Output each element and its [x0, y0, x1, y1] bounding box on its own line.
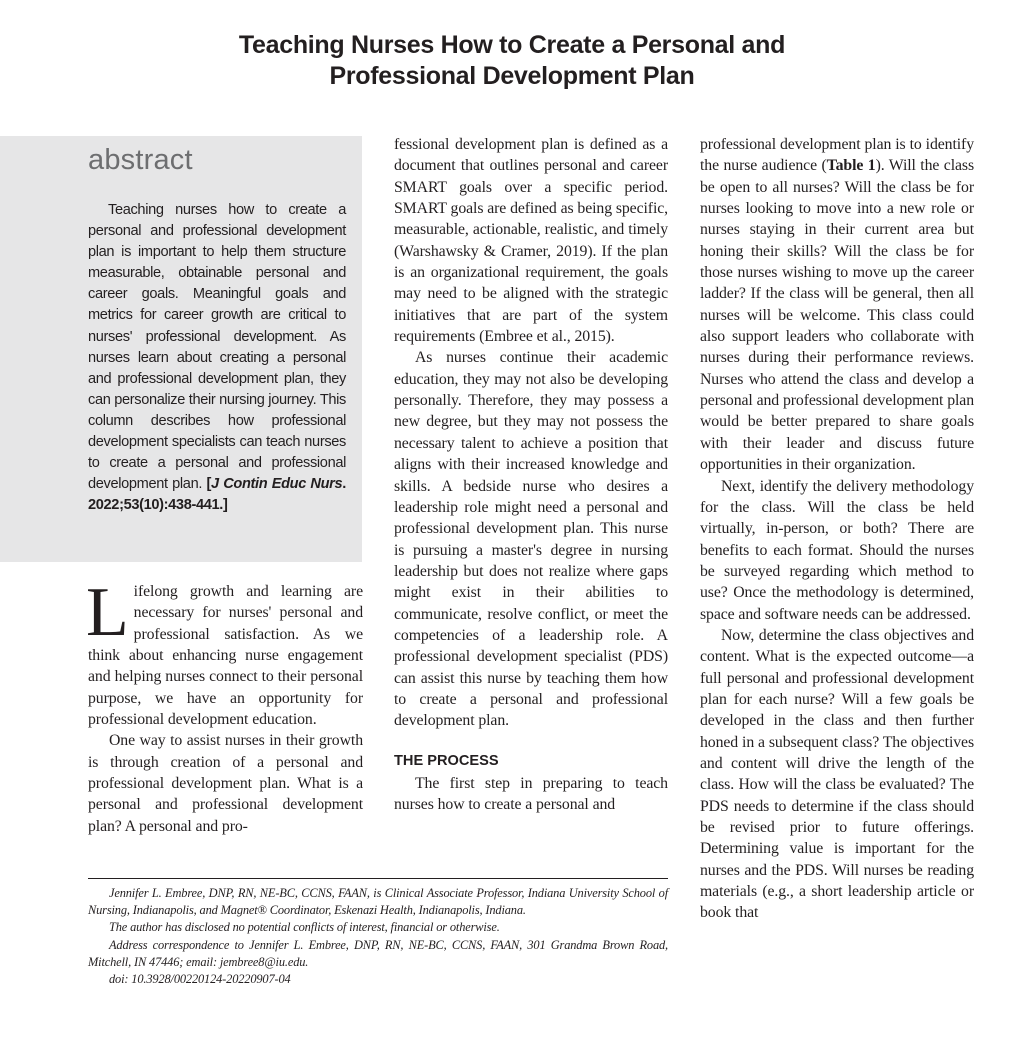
paragraph: professional development plan is to identify the nurse audience (Table 1). Will the class be open to all nurses? Will the class be for nurses looking to move into a new role or nurses staying in their current area but honing their skills? Will the class be for those nurses wishing to move up the career ladder? If the class will be general, then all nurses will be welcome. This class could also support leaders who collaborate with nurses during their performance reviews. Nurses who attend the class and develop a personal and professional development plan would be better prepared to share goals with their leader and discuss future opportunities in their organization.	[700, 136, 974, 474]
abstract-body: Teaching nurses how to create a personal and professional development plan is important to help them structure measurable, obtainable personal and career goals. Meaningful goals and metrics for career growth are critical to nurses' professional development. As nurses learn about creating a personal and professional development plan, they can personalize their nursing journey. This column describes how professional development specialists can teach nurses to create a personal and professional development plan.	[88, 202, 346, 493]
table-reference: Table 1	[826, 157, 876, 175]
abstract-text	[88, 200, 346, 516]
section-heading: THE PROCESS	[394, 752, 499, 769]
article-title-line-2: Professional Development Plan	[329, 62, 695, 90]
paragraph: The first step in preparing to teach nurses how to create a personal and	[394, 774, 668, 814]
abstract-citation: [J Contin Educ Nurs. 2022;53(10):438-441.]	[88, 476, 346, 514]
paragraph: Now, determine the class objectives and content. What is the expected outcome—a full personal and professional development plan for each nurse? Will a few goals be developed in the class and then further honed in a subsequent class? The objectives and content will drive the length of the class. How will the class be evaluated? The PDS needs to determine if the class should be revised prior to future offerings. Determining value is important for the nurses and the PDS. Will nurses be reading materials (e.g., a short leadership article or book that	[700, 626, 974, 922]
body-column-2	[394, 134, 668, 816]
author-footnote	[88, 878, 668, 988]
body-column-3	[700, 134, 974, 924]
article-title	[120, 30, 904, 92]
paragraph: Next, identify the delivery methodology for the class. Will the class be held virtually, in-person, or both? There are benefits to each format. Should the nurses be surveyed regarding which method to use? Once the methodology is determined, space and software needs can be addressed.	[700, 477, 974, 623]
correspondence-address: Address correspondence to Jennifer L. Embree, DNP, RN, NE-BC, CCNS, FAAN, 301 Grandma Brown Road, Mitchell, IN 47446; email: jembree8@iu.edu.	[88, 937, 668, 969]
paragraph: Lifelong growth and learning are necessary for nurses' personal and professional satisfaction. As we think about enhancing nurse engagement and helping nurses connect to their personal purpose, we have an opportunity for professional development education.	[86, 574, 363, 729]
paragraph: fessional development plan is defined as a document that outlines personal and career SMART goals over a specific period. SMART goals are defined as being specific, measurable, actionable, realistic, and timely (Warshawsky & Cramer, 2019). If the plan is an organizational requirement, the goals may need to be aligned with the strategic initiatives that are part of the system requirements (Embree et al., 2015).	[394, 136, 669, 346]
article-title-line-1: Teaching Nurses How to Create a Personal and	[238, 31, 786, 59]
drop-cap: L	[86, 574, 129, 651]
paragraph: As nurses continue their academic education, they may not also be developing personally. Therefore, they may possess a new degree, but they may not possess the necessary talent to achieve a position that aligns with their increased knowledge and skills. A bedside nurse who desires a leadership role might need a personal and professional development plan. This nurse is pursuing a master's degree in nursing leadership but does not realize where gaps might exist in their abilities to communicate, resolve conflict, or meet the competencies of a leadership role. A professional development specialist (PDS) can assist this nurse by teaching them how to create a personal and professional development plan.	[394, 349, 668, 730]
disclosure-note: The author has disclosed no potential conflicts of interest, financial or otherwise.	[109, 920, 500, 935]
author-info: Jennifer L. Embree, DNP, RN, NE-BC, CCNS, FAAN, is Clinical Associate Professor, Indiana University School of Nursing, Indianapolis, and Magnet® Coordinator, Eskenazi Health, Indianapolis, Indiana.	[88, 886, 668, 918]
paragraph: One way to assist nurses in their growth is through creation of a personal and professional development plan. What is a personal and professional development plan? A personal and pro-	[88, 732, 363, 835]
body-column-1	[86, 574, 363, 837]
abstract-heading: abstract	[88, 144, 193, 176]
citation-journal: J Contin Educ Nurs	[211, 476, 343, 493]
doi: doi: 10.3928/00220124-20220907-04	[109, 972, 291, 987]
